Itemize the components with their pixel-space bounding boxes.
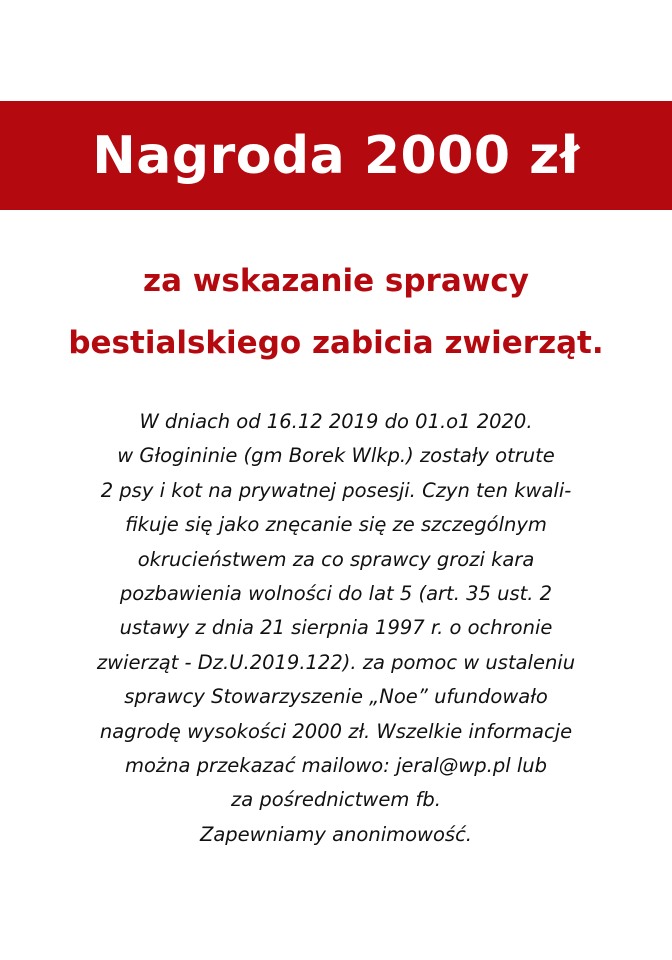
body-line: 2 psy i kot na prywatnej posesji. Czyn ten kwali- [100,478,572,502]
body-line: fikuje się jako znęcanie się ze szczególnym [125,513,547,537]
body-line: nagrodę wysokości 2000 zł. Wszelkie informacje [99,719,573,743]
reward-title: Nagroda 2000 zł [92,125,580,186]
body-line: W dniach od 16.12 2019 do 01.o1 2020. [139,410,533,433]
subtitle-line-2: bestialskiego zabicia zwierząt. [68,325,604,361]
body-line: ustawy z dnia 21 sierpnia 1997 r. o ochronie [119,616,553,640]
reward-banner [0,101,672,210]
body-line: pozbawienia wolności do lat 5 (art. 35 ust. 2 [119,582,553,606]
body-line: za pośrednictwem fb. [231,788,441,812]
subtitle-line-1: za wskazanie sprawcy [143,263,529,299]
body-line: Zapewniamy anonimowość. [200,822,472,846]
reward-subtitle [0,250,672,374]
body-line: zwierząt - Dz.U.2019.122). za pomoc w ustaleniu [96,650,576,674]
body-line: okrucieństwem za co sprawcy grozi kara [137,547,535,571]
body-line: w Głogininie (gm Borek Wlkp.) zostały otrute [117,444,555,468]
body-line: można przekazać mailowo: jeral@wp.pl lub [125,754,547,778]
announcement-body [0,405,672,852]
body-line: sprawcy Stowarzyszenie „Noe” ufundowało [124,685,548,709]
